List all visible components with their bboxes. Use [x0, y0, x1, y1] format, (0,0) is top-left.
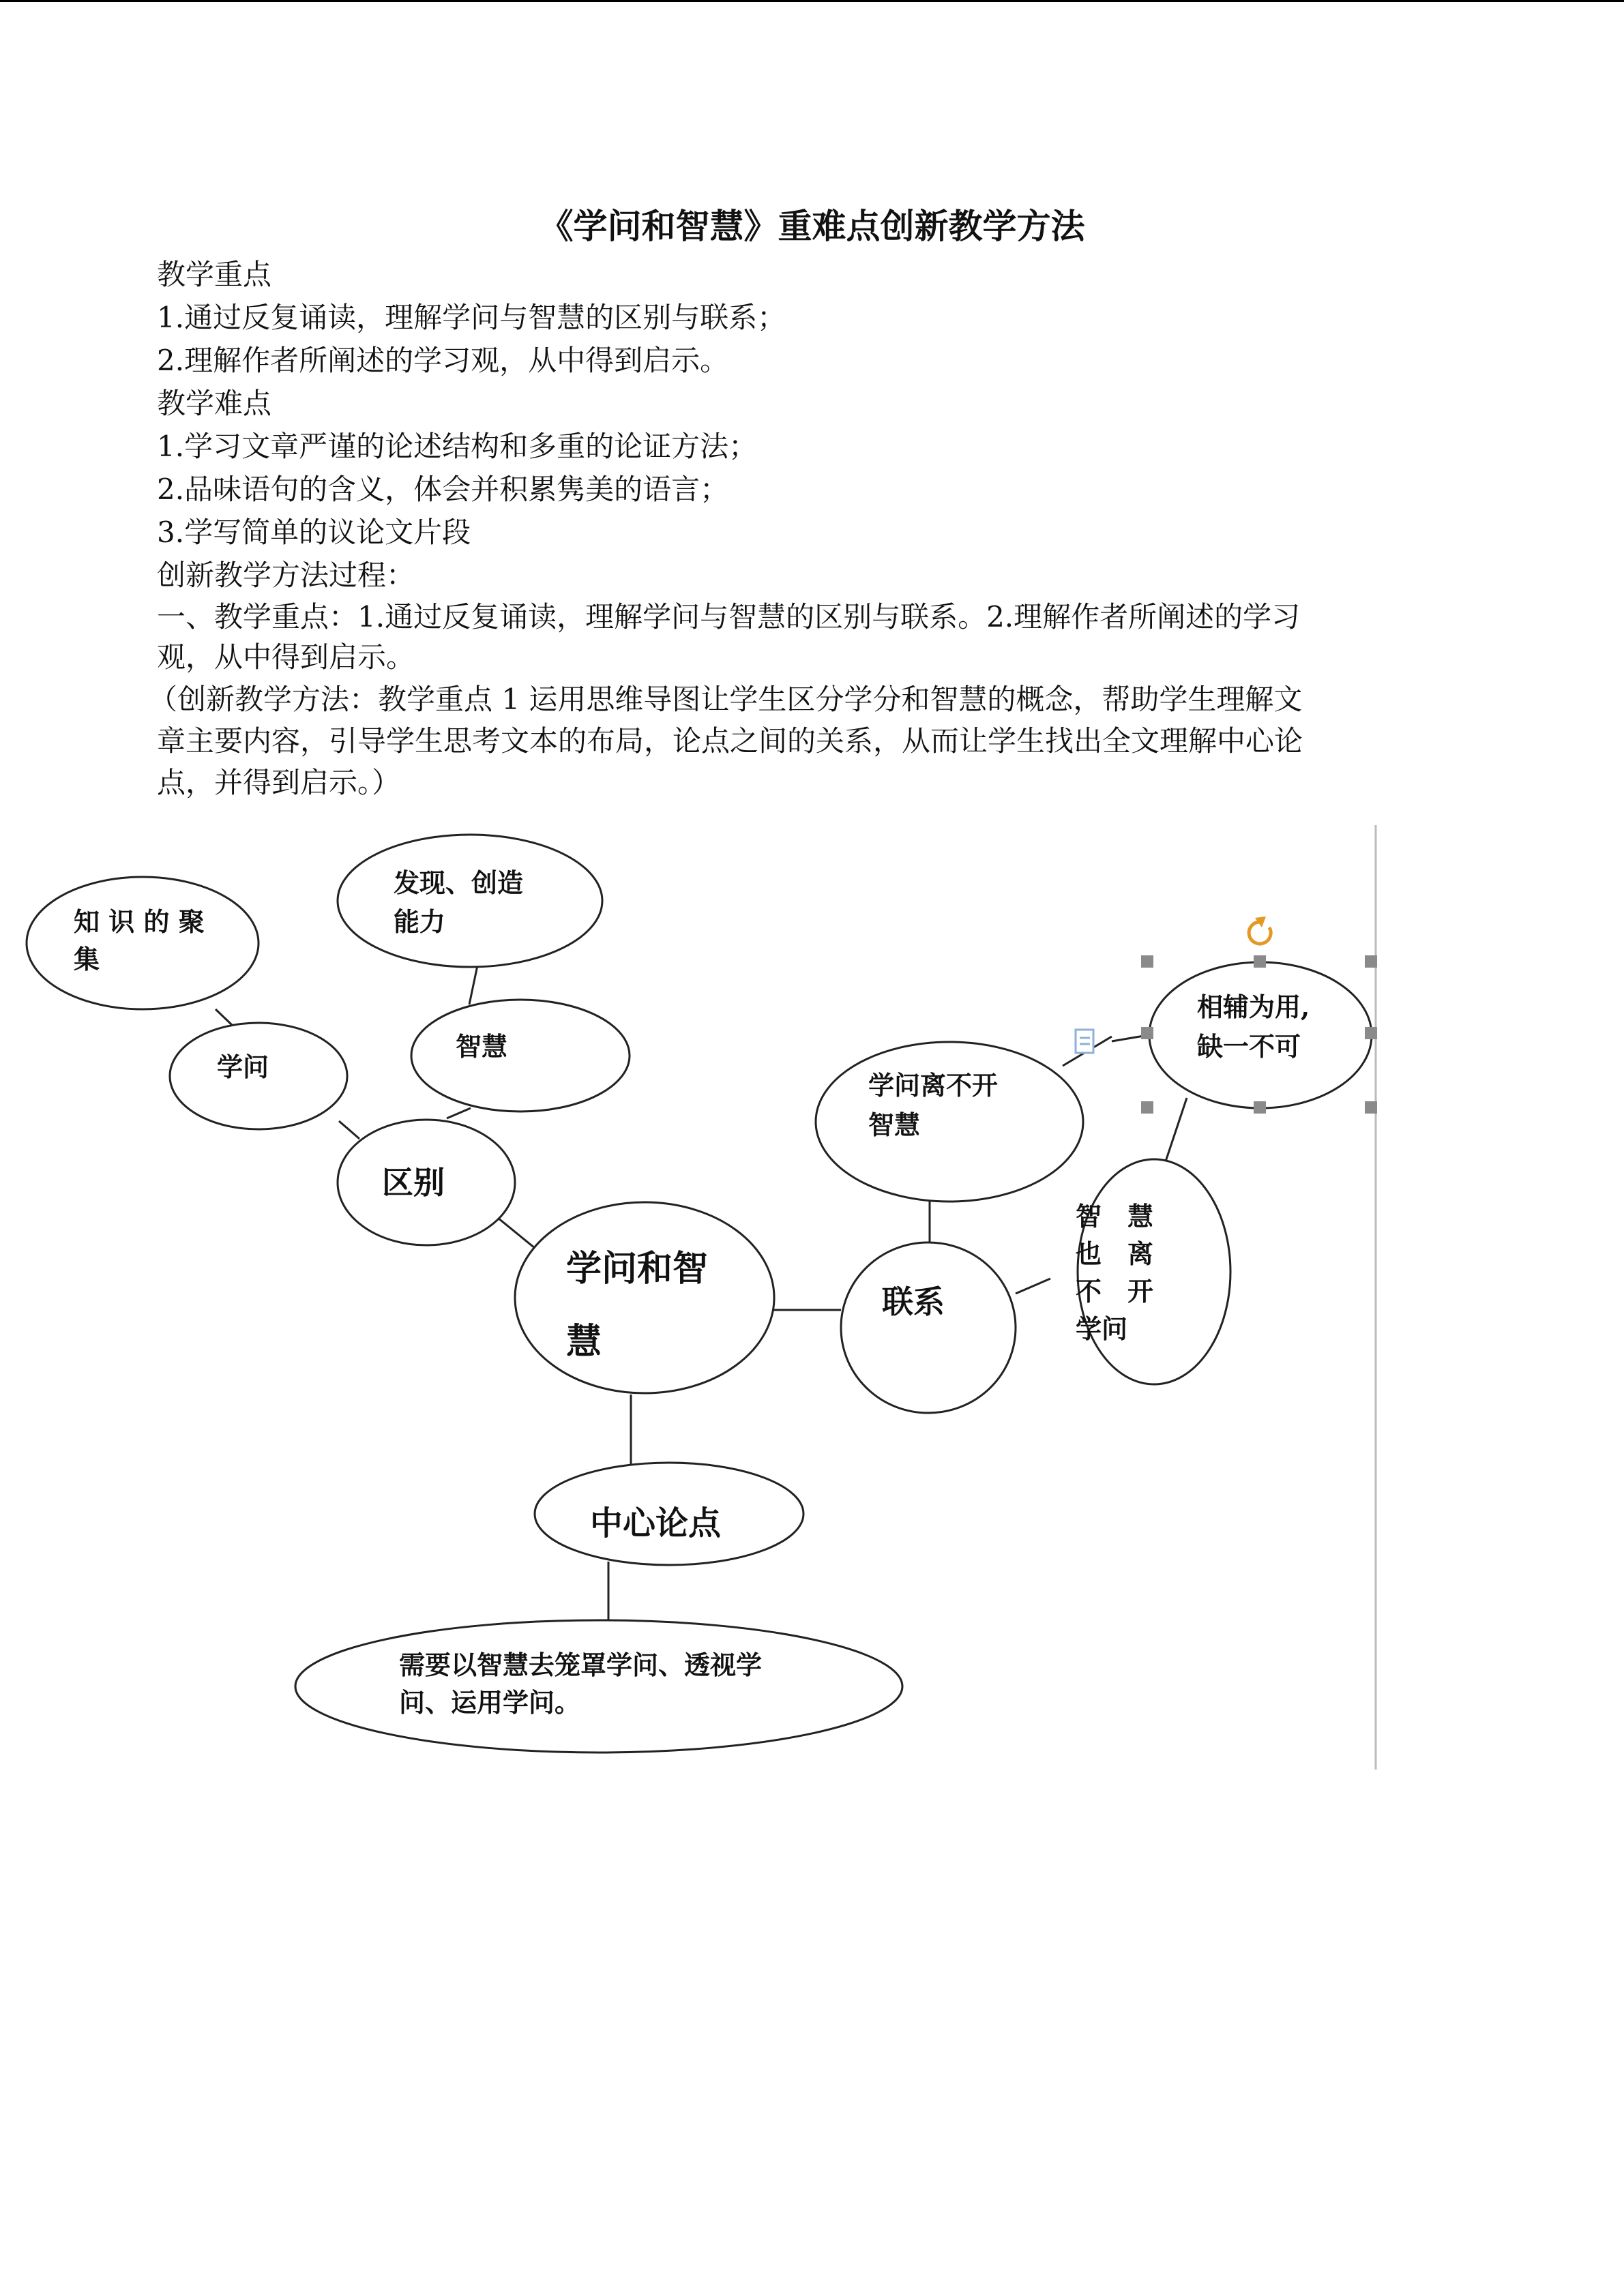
- text-line: 3.学写简单的议论文片段: [157, 516, 471, 549]
- layout-options-icon[interactable]: [1076, 1030, 1093, 1053]
- page-top-border: [0, 0, 1624, 2]
- difference-label: 区别: [382, 1164, 445, 1201]
- center-node: [515, 1202, 774, 1393]
- zh-xw-label: 也 离: [1076, 1238, 1154, 1269]
- text-line: 点，并得到启示。）: [157, 766, 401, 799]
- text-line: 1.学习文章严谨的论述结构和多重的论证方法；: [157, 430, 758, 463]
- zhihui-node: [411, 1000, 630, 1112]
- mutual-label: 相辅为用,: [1197, 992, 1310, 1022]
- text-line: 观，从中得到启示。: [157, 640, 415, 674]
- text-line: 2.理解作者所阐述的学习观，从中得到启示。: [157, 344, 729, 377]
- thesis-text-label: 问、运用学问。: [399, 1687, 581, 1718]
- discover-label: 发现、创造: [394, 867, 524, 898]
- rotate-handle-icon[interactable]: [1249, 916, 1271, 944]
- thesis-label: 中心论点: [590, 1504, 722, 1542]
- xuewen-label: 学问: [217, 1052, 269, 1082]
- zh-xw-label: 不 开: [1076, 1276, 1154, 1307]
- text-line: 2.品味语句的含义，体会并积累隽美的语言；: [157, 473, 729, 506]
- text-line: 章主要内容，引导学生思考文本的布局，论点之间的关系，从而让学生找出全文理解中心论: [157, 724, 1303, 758]
- center-label: 学问和智: [566, 1248, 709, 1289]
- zhihui-label: 智慧: [456, 1031, 508, 1062]
- zh-xw-label: 智 慧: [1076, 1201, 1154, 1232]
- discover-label: 能力: [394, 906, 446, 937]
- mutual-label: 缺一不可: [1197, 1031, 1301, 1062]
- xw-zh-label: 智慧: [868, 1109, 921, 1140]
- thesis-text-node: [295, 1620, 902, 1753]
- knowledge-label: 集: [74, 944, 100, 974]
- zh-xw-label: 学问: [1076, 1313, 1128, 1344]
- document-title: 《学问和智慧》重难点创新教学方法: [539, 206, 1085, 246]
- text-line: 创新教学方法过程：: [157, 558, 415, 592]
- text-line: 一、教学重点：1.通过反复诵读，理解学问与智慧的区别与联系。2.理解作者所阐述的学习: [157, 600, 1301, 633]
- connection-node: [841, 1242, 1016, 1413]
- xw-zh-node: [816, 1042, 1083, 1202]
- knowledge-label: 知 识 的 聚: [74, 906, 205, 937]
- center-label: 慧: [566, 1321, 602, 1362]
- discover-node: [338, 835, 602, 967]
- thesis-text-label: 需要以智慧去笼罩学问、透视学: [399, 1650, 763, 1680]
- xw-zh-label: 学问离不开: [868, 1070, 999, 1101]
- mind-map-diagram: [0, 818, 1624, 1787]
- text-line: 教学难点: [157, 387, 272, 420]
- text-line: （创新教学方法：教学重点 1 运用思维导图让学生区分学分和智慧的概念，帮助学生理解文: [149, 683, 1303, 716]
- knowledge-node: [27, 877, 259, 1009]
- connection-label: 联系: [882, 1283, 945, 1320]
- zh-xw-node: [1078, 1159, 1230, 1384]
- text-line: 教学重点: [157, 258, 272, 291]
- text-line: 1.通过反复诵读，理解学问与智慧的区别与联系；: [157, 301, 786, 334]
